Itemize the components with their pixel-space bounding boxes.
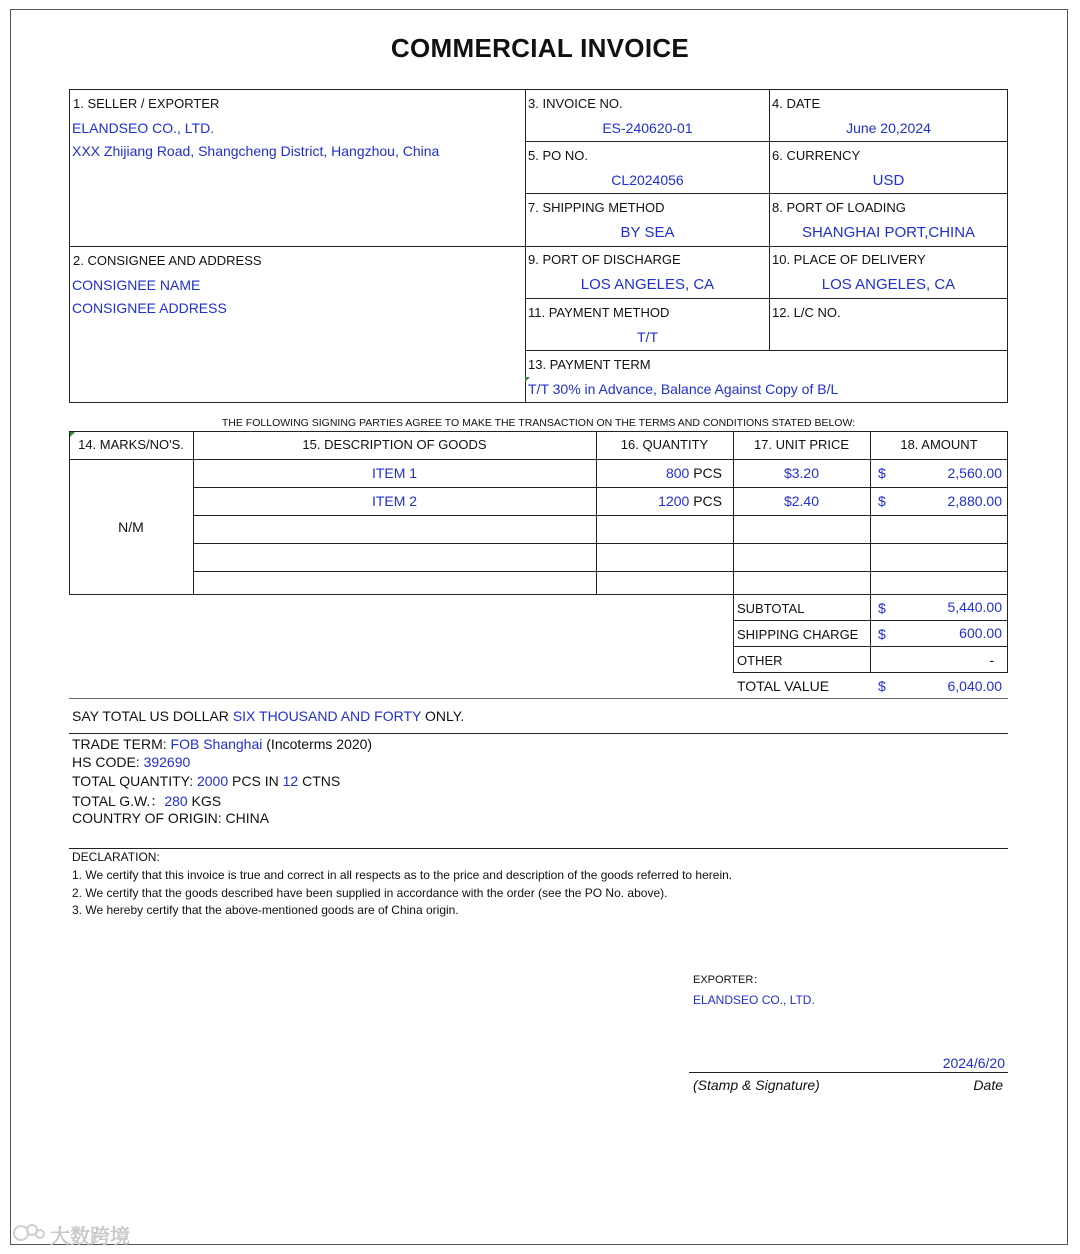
consignee-address: CONSIGNEE ADDRESS xyxy=(72,300,227,316)
port-discharge-label: 9. PORT OF DISCHARGE xyxy=(528,252,681,267)
hs-code-label: HS CODE: xyxy=(72,754,144,770)
payment-term-label: 13. PAYMENT TERM xyxy=(528,357,651,372)
goods-row-divider xyxy=(193,543,1008,544)
declaration-line-1: 1. We certify that this invoice is true and correct in all respects as to the price and description of the goods referred to herein. xyxy=(72,868,733,882)
trade-term xyxy=(72,736,372,752)
watermark-text: 大数跨境 xyxy=(50,1226,130,1248)
date-caption: Date xyxy=(973,1077,1003,1093)
port-discharge-value: LOS ANGELES, CA xyxy=(580,276,715,293)
cartons-value: 12 xyxy=(282,773,299,789)
row-2-qty: 1200 xyxy=(658,493,690,509)
table-row-1-price: $3.20 xyxy=(783,465,820,481)
invoice-no-value: ES-240620-01 xyxy=(602,120,693,136)
declaration-title: DECLARATION: xyxy=(72,850,160,864)
shipping-charge-currency: $ xyxy=(878,626,886,642)
table-row-2-currency: $ xyxy=(878,493,886,509)
row-1-unit: PCS xyxy=(693,465,722,481)
table-row-1-currency: $ xyxy=(878,465,886,481)
currency-value: USD xyxy=(872,172,905,189)
gross-weight-value: 280 xyxy=(164,793,188,809)
subtotal-currency: $ xyxy=(878,600,886,616)
date-label: 4. DATE xyxy=(772,96,821,111)
trade-term-value: FOB Shanghai xyxy=(170,736,263,752)
goods-row-divider xyxy=(193,571,1008,572)
trade-term-suffix: (Incoterms 2020) xyxy=(262,736,373,752)
po-no-label: 5. PO NO. xyxy=(528,148,588,163)
hs-code xyxy=(72,754,190,770)
hs-code-value: 392690 xyxy=(143,754,191,770)
other-label: OTHER xyxy=(737,653,783,668)
invoice-no-label: 3. INVOICE NO. xyxy=(528,96,623,111)
country-of-origin: COUNTRY OF ORIGIN: CHINA xyxy=(72,810,270,826)
total-quantity-value: 2000 xyxy=(196,773,229,789)
shipping-method-label: 7. SHIPPING METHOD xyxy=(528,200,665,215)
subtotal-value: 5,440.00 xyxy=(947,599,1002,615)
table-row-2-amount: 2,880.00 xyxy=(947,493,1002,509)
cartons-suffix: CTNS xyxy=(298,773,341,789)
subtotal-label: SUBTOTAL xyxy=(737,601,805,616)
totals-row-divider xyxy=(733,646,1008,647)
row-1-qty: 800 xyxy=(665,465,690,481)
table-row-1-amount: 2,560.00 xyxy=(947,465,1002,481)
total-quantity-label: TOTAL QUANTITY: xyxy=(72,773,197,789)
consignee-name: CONSIGNEE NAME xyxy=(72,277,201,293)
header-quantity: 16. QUANTITY xyxy=(620,437,709,452)
goods-row-divider xyxy=(69,459,1008,460)
separator-line xyxy=(69,733,1008,734)
totals-col-divider xyxy=(870,594,871,673)
goods-row-divider xyxy=(193,487,1008,488)
lc-no-label: 12. L/C NO. xyxy=(772,305,841,320)
totals-row-divider xyxy=(733,620,1008,621)
marks-value: N/M xyxy=(118,519,144,535)
place-delivery-value: LOS ANGELES, CA xyxy=(821,276,956,293)
total-quantity-mid: PCS IN xyxy=(228,773,283,789)
total-value-amount: 6,040.00 xyxy=(947,678,1002,694)
port-loading-value: SHANGHAI PORT,CHINA xyxy=(801,224,976,241)
table-row-2-price: $2.40 xyxy=(783,493,820,509)
trade-term-label: TRADE TERM: xyxy=(72,736,171,752)
declaration-line-3: 3. We hereby certify that the above-mentioned goods are of China origin. xyxy=(72,903,459,917)
exporter-name: ELANDSEO CO., LTD. xyxy=(693,993,815,1007)
table-row-2-quantity xyxy=(596,493,722,509)
invoice-title: COMMERCIAL INVOICE xyxy=(390,33,690,63)
say-total-prefix: SAY TOTAL US DOLLAR xyxy=(72,708,233,724)
shipping-charge-value: 600.00 xyxy=(959,625,1002,641)
seller-address: XXX Zhijiang Road, Shangcheng District, Hangzhou, China xyxy=(72,143,440,159)
row-2-unit: PCS xyxy=(693,493,722,509)
signature-date: 2024/6/20 xyxy=(942,1055,1005,1071)
total-value-currency: $ xyxy=(878,678,886,694)
header-description: 15. DESCRIPTION OF GOODS xyxy=(302,437,487,452)
stamp-signature-label: (Stamp & Signature) xyxy=(693,1077,820,1093)
say-total-words: SIX THOUSAND AND FORTY xyxy=(232,708,422,724)
header-marks: 14. MARKS/NO'S. xyxy=(78,437,184,452)
po-no-value: CL2024056 xyxy=(611,172,684,188)
seller-cell xyxy=(69,89,526,247)
exporter-label: EXPORTER： xyxy=(693,974,765,986)
consignee-cell xyxy=(69,246,526,403)
gross-weight-suffix: KGS xyxy=(187,793,222,809)
separator-line xyxy=(69,848,1008,849)
agreement-note: THE FOLLOWING SIGNING PARTIES AGREE TO MAKE THE TRANSACTION ON THE TERMS AND CONDITIONS STATED BELOW: xyxy=(221,417,856,429)
separator-line xyxy=(69,698,1008,699)
currency-label: 6. CURRENCY xyxy=(772,148,861,163)
header-amount: 18. AMOUNT xyxy=(900,437,978,452)
shipping-charge-label: SHIPPING CHARGE xyxy=(737,627,859,642)
header-unit-price: 17. UNIT PRICE xyxy=(753,437,850,452)
payment-term-value: T/T 30% in Advance, Balance Against Copy of B/L xyxy=(528,381,839,397)
total-quantity xyxy=(72,773,340,789)
table-row-1-quantity xyxy=(596,465,722,481)
gross-weight xyxy=(72,791,221,811)
gross-weight-label: TOTAL G.W.： xyxy=(72,793,165,809)
declaration-line-2: 2. We certify that the goods described have been supplied in accordance with the order (see the PO No. above). xyxy=(72,886,668,900)
seller-label: 1. SELLER / EXPORTER xyxy=(73,96,220,111)
payment-method-value: T/T xyxy=(637,329,658,345)
payment-method-label: 11. PAYMENT METHOD xyxy=(528,305,670,320)
other-value: - xyxy=(989,652,994,668)
say-total-suffix: ONLY. xyxy=(421,708,465,724)
seller-name: ELANDSEO CO., LTD. xyxy=(72,120,215,136)
date-value: June 20,2024 xyxy=(846,120,931,136)
place-delivery-label: 10. PLACE OF DELIVERY xyxy=(772,252,926,267)
watermark-logo-icon xyxy=(12,1222,46,1244)
total-value-label: TOTAL VALUE xyxy=(737,678,830,694)
consignee-label: 2. CONSIGNEE AND ADDRESS xyxy=(73,253,262,268)
shipping-method-value: BY SEA xyxy=(620,224,675,241)
goods-row-divider xyxy=(193,515,1008,516)
signature-line xyxy=(689,1072,1008,1073)
say-total xyxy=(72,708,464,724)
table-row-1-description: ITEM 1 xyxy=(371,465,418,481)
table-row-2-description: ITEM 2 xyxy=(371,493,418,509)
port-loading-label: 8. PORT OF LOADING xyxy=(772,200,906,215)
